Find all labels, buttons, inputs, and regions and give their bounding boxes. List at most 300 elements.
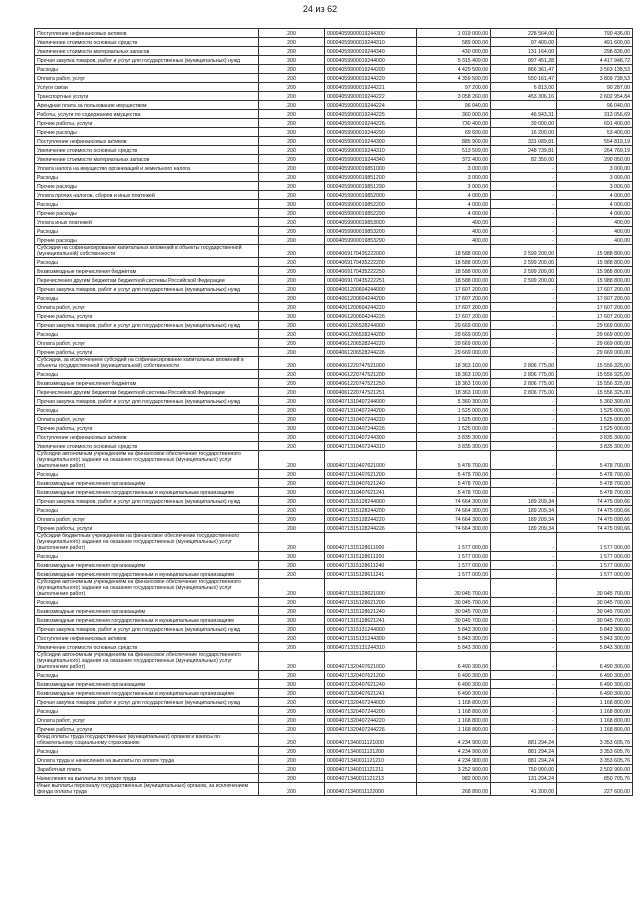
row-budget-code: 00004059900019852000	[325, 191, 417, 200]
row-executed-amount: -	[491, 570, 557, 579]
row-budget-code: 00004059900019851200	[325, 173, 417, 182]
row-executed-amount: 2 599 200,00	[491, 267, 557, 276]
row-budget-code: 00004071315128611241	[325, 570, 417, 579]
row-budget-code: 00004071320407621000	[325, 652, 417, 671]
row-executed-amount: -	[491, 451, 557, 470]
row-line-code: 200	[259, 155, 325, 164]
table-row	[35, 379, 633, 388]
row-line-code: 200	[259, 406, 325, 415]
row-approved-amount: 5 843 300,00	[417, 643, 491, 652]
table-row	[35, 783, 633, 796]
row-unexecuted-amount: 5 478 700,00	[557, 479, 633, 488]
row-budget-code: 00004059900019244200	[325, 65, 417, 74]
row-line-code: 200	[259, 671, 325, 680]
row-unexecuted-amount: 17 607 200,00	[557, 312, 633, 321]
row-line-code: 200	[259, 451, 325, 470]
table-row	[35, 65, 633, 74]
row-name: Прочая закупка товаров, работ и услуг для государственных (муниципальных) нужд	[35, 497, 259, 506]
table-row	[35, 330, 633, 339]
row-unexecuted-amount: 15 988 800,00	[557, 276, 633, 285]
row-approved-amount: 3 252 900,00	[417, 765, 491, 774]
row-line-code: 200	[259, 698, 325, 707]
row-budget-code: 00004071310407621000	[325, 451, 417, 470]
row-budget-code: 00004071310407244226	[325, 424, 417, 433]
row-executed-amount: -	[491, 415, 557, 424]
row-unexecuted-amount: 1 168 800,00	[557, 698, 633, 707]
row-unexecuted-amount: 30 045 700,00	[557, 579, 633, 598]
row-unexecuted-amount: 1 168 800,00	[557, 707, 633, 716]
row-unexecuted-amount: 30 045 700,00	[557, 598, 633, 607]
row-line-code: 200	[259, 680, 325, 689]
row-unexecuted-amount: 17 607 200,00	[557, 294, 633, 303]
row-executed-amount: -	[491, 218, 557, 227]
row-budget-code: 00004071310407621241	[325, 488, 417, 497]
table-row	[35, 765, 633, 774]
row-name: Безвозмездные перечисления организациям	[35, 680, 259, 689]
row-unexecuted-amount: 400,00	[557, 227, 633, 236]
row-line-code: 200	[259, 29, 325, 38]
row-unexecuted-amount: 3 835 300,00	[557, 442, 633, 451]
row-approved-amount: 1 577 000,00	[417, 552, 491, 561]
row-unexecuted-amount: 29 669 000,00	[557, 348, 633, 357]
row-name: Увеличение стоимости основных средств	[35, 643, 259, 652]
row-budget-code: 00004059900019244220	[325, 74, 417, 83]
row-approved-amount: 6 490 300,00	[417, 671, 491, 680]
row-unexecuted-amount: 5 360 300,00	[557, 397, 633, 406]
row-name: Прочие расходы	[35, 236, 259, 245]
row-name: Уплата налога на имущество организаций и земельного налога	[35, 164, 259, 173]
row-name: Прочая закупка товаров, работ и услуг для государственных (муниципальных) нужд	[35, 56, 259, 65]
row-budget-code: 00004059900019852200	[325, 200, 417, 209]
row-executed-amount: 189 209,34	[491, 506, 557, 515]
row-executed-amount: -	[491, 671, 557, 680]
row-unexecuted-amount: 264 769,19	[557, 146, 633, 155]
row-line-code: 200	[259, 236, 325, 245]
row-budget-code: 00004071315128244000	[325, 497, 417, 506]
row-unexecuted-amount: 1 577 000,00	[557, 561, 633, 570]
row-approved-amount: 5 478 700,00	[417, 470, 491, 479]
row-executed-amount: 189 209,34	[491, 515, 557, 524]
row-name: Оплата работ, услуг	[35, 515, 259, 524]
table-row	[35, 146, 633, 155]
row-approved-amount: 1 577 000,00	[417, 533, 491, 552]
row-budget-code: 00004059900019853200	[325, 227, 417, 236]
row-executed-amount: -	[491, 634, 557, 643]
row-executed-amount: -	[491, 330, 557, 339]
table-row	[35, 524, 633, 533]
row-unexecuted-amount: 691 400,00	[557, 119, 633, 128]
row-line-code: 200	[259, 643, 325, 652]
row-executed-amount: 228 564,00	[491, 29, 557, 38]
row-approved-amount: 3 058 260,00	[417, 92, 491, 101]
row-executed-amount: 897 451,28	[491, 56, 557, 65]
row-line-code: 200	[259, 488, 325, 497]
row-budget-code: 00004071310407244310	[325, 442, 417, 451]
row-budget-code: 00004059900019244224	[325, 101, 417, 110]
row-executed-amount: -	[491, 339, 557, 348]
row-executed-amount: 550 161,47	[491, 74, 557, 83]
row-executed-amount: -	[491, 488, 557, 497]
table-row	[35, 625, 633, 634]
row-executed-amount: -	[491, 533, 557, 552]
row-line-code: 200	[259, 83, 325, 92]
row-approved-amount: 18 588 000,00	[417, 267, 491, 276]
table-row	[35, 47, 633, 56]
table-row	[35, 479, 633, 488]
row-name: Увеличение стоимости основных средств	[35, 38, 259, 47]
row-approved-amount: 400,00	[417, 227, 491, 236]
row-budget-code: 00004059900019244226	[325, 119, 417, 128]
row-line-code: 200	[259, 101, 325, 110]
row-unexecuted-amount: 3 809 738,53	[557, 74, 633, 83]
row-budget-code: 00004059900019244310	[325, 38, 417, 47]
row-name: Безвозмездные перечисления бюджетам	[35, 379, 259, 388]
row-approved-amount: 5 478 700,00	[417, 488, 491, 497]
row-line-code: 200	[259, 388, 325, 397]
row-unexecuted-amount: 491 600,00	[557, 38, 633, 47]
row-unexecuted-amount: 5 843 300,00	[557, 625, 633, 634]
row-budget-code: 00004071315128621241	[325, 616, 417, 625]
row-approved-amount: 69 600,00	[417, 128, 491, 137]
row-line-code: 200	[259, 433, 325, 442]
row-unexecuted-amount: 1 577 000,00	[557, 533, 633, 552]
row-executed-amount: 750 000,00	[491, 765, 557, 774]
row-executed-amount	[491, 101, 557, 110]
row-executed-amount: 248 739,81	[491, 146, 557, 155]
row-line-code: 200	[259, 312, 325, 321]
row-name: Заработная плата	[35, 765, 259, 774]
row-line-code: 200	[259, 524, 325, 533]
row-line-code: 200	[259, 303, 325, 312]
row-executed-amount: 2 806 775,00	[491, 379, 557, 388]
table-row	[35, 182, 633, 191]
table-row	[35, 101, 633, 110]
row-budget-code: 00004061220747521250	[325, 379, 417, 388]
row-unexecuted-amount: 3 563 138,53	[557, 65, 633, 74]
row-budget-code: 00004071315128244220	[325, 515, 417, 524]
row-line-code: 200	[259, 652, 325, 671]
row-unexecuted-amount: 53 400,00	[557, 128, 633, 137]
row-budget-code: 00004059900019851000	[325, 164, 417, 173]
row-approved-amount: 4 000,00	[417, 209, 491, 218]
row-executed-amount: 97 400,00	[491, 38, 557, 47]
row-approved-amount: 30 045 700,00	[417, 616, 491, 625]
row-name: Поступление нефинансовых активов	[35, 634, 259, 643]
row-executed-amount: -	[491, 397, 557, 406]
table-row	[35, 236, 633, 245]
row-name: Расходы	[35, 470, 259, 479]
row-name: Перечисления другим бюджетам бюджетной системы Российской Федерации	[35, 388, 259, 397]
row-name: Расходы	[35, 200, 259, 209]
row-approved-amount: 3 000,00	[417, 164, 491, 173]
row-budget-code: 00004071320407621241	[325, 689, 417, 698]
row-approved-amount: 29 669 000,00	[417, 348, 491, 357]
row-executed-amount: -	[491, 236, 557, 245]
row-name: Увеличение стоимости основных средств	[35, 442, 259, 451]
row-budget-code: 00004061206528244000	[325, 321, 417, 330]
row-budget-code: 00004059900019244222	[325, 92, 417, 101]
row-approved-amount: 885 909,00	[417, 137, 491, 146]
row-executed-amount: 189 209,34	[491, 524, 557, 533]
page-number: 24 из 62	[302, 4, 338, 14]
table-row	[35, 506, 633, 515]
row-executed-amount: 2 599 200,00	[491, 258, 557, 267]
row-approved-amount: 3 835 300,00	[417, 442, 491, 451]
table-body	[35, 29, 633, 796]
row-name: Расходы	[35, 707, 259, 716]
table-row	[35, 388, 633, 397]
row-budget-code: 00004071340011121200	[325, 747, 417, 756]
row-budget-code: 00004071315128611200	[325, 552, 417, 561]
row-name: Поступление нефинансовых активов	[35, 29, 259, 38]
row-line-code: 200	[259, 92, 325, 101]
row-name: Оплата работ, услуг	[35, 303, 259, 312]
row-name: Оплата работ, услуг	[35, 74, 259, 83]
row-line-code: 200	[259, 38, 325, 47]
row-approved-amount: 1 019 000,00	[417, 29, 491, 38]
row-name: Транспортные услуги	[35, 92, 259, 101]
row-executed-amount: -	[491, 303, 557, 312]
row-name: Расходы	[35, 258, 259, 267]
row-approved-amount: 1 168 800,00	[417, 698, 491, 707]
row-budget-code: 00004059900019244290	[325, 128, 417, 137]
row-unexecuted-amount: 298 836,00	[557, 47, 633, 56]
row-unexecuted-amount: 5 478 700,00	[557, 451, 633, 470]
row-name: Расходы	[35, 747, 259, 756]
row-approved-amount: 4 234 900,00	[417, 756, 491, 765]
row-budget-code: 00004071320407244200	[325, 707, 417, 716]
row-line-code: 200	[259, 470, 325, 479]
row-name: Безвозмездные перечисления бюджетам	[35, 267, 259, 276]
row-line-code: 200	[259, 200, 325, 209]
table-row	[35, 29, 633, 38]
row-approved-amount: 430 000,00	[417, 47, 491, 56]
row-approved-amount: 4 234 900,00	[417, 734, 491, 747]
row-line-code: 200	[259, 533, 325, 552]
row-approved-amount: 1 577 000,00	[417, 561, 491, 570]
row-budget-code: 00004071315128621200	[325, 598, 417, 607]
row-name: Расходы	[35, 173, 259, 182]
row-executed-amount: -	[491, 321, 557, 330]
row-budget-code: 00004059900019851290	[325, 182, 417, 191]
table-row	[35, 579, 633, 598]
row-executed-amount: -	[491, 625, 557, 634]
row-line-code: 200	[259, 285, 325, 294]
row-name: Начисления на выплаты по оплате труда	[35, 774, 259, 783]
row-unexecuted-amount: 29 669 000,00	[557, 339, 633, 348]
row-approved-amount: 18 588 000,00	[417, 276, 491, 285]
row-approved-amount: 18 363 100,00	[417, 357, 491, 370]
row-budget-code: 00004059900019852290	[325, 209, 417, 218]
row-unexecuted-amount: 1 525 000,00	[557, 424, 633, 433]
row-line-code: 200	[259, 607, 325, 616]
row-executed-amount: -	[491, 285, 557, 294]
row-line-code: 200	[259, 734, 325, 747]
row-unexecuted-amount: 3 353 605,76	[557, 734, 633, 747]
row-approved-amount: 29 669 000,00	[417, 321, 491, 330]
row-budget-code: 00004059900019244225	[325, 110, 417, 119]
row-unexecuted-amount: 4 000,00	[557, 200, 633, 209]
row-unexecuted-amount: 15 988 800,00	[557, 258, 633, 267]
table-row	[35, 128, 633, 137]
row-name: Прочие расходы	[35, 128, 259, 137]
row-budget-code: 00004071315128621240	[325, 607, 417, 616]
row-budget-code: 00004071315128611000	[325, 533, 417, 552]
row-executed-amount: 866 361,47	[491, 65, 557, 74]
row-name: Увеличение стоимости материальных запасов	[35, 155, 259, 164]
row-line-code: 200	[259, 625, 325, 634]
row-unexecuted-amount: 15 556 325,00	[557, 388, 633, 397]
row-unexecuted-amount: 3 000,00	[557, 182, 633, 191]
budget-execution-table	[34, 28, 633, 796]
row-executed-amount: 16 200,00	[491, 128, 557, 137]
row-unexecuted-amount: 4 000,00	[557, 191, 633, 200]
row-line-code: 200	[259, 756, 325, 765]
row-executed-amount: 2 806 775,00	[491, 388, 557, 397]
row-unexecuted-amount: 1 168 800,00	[557, 725, 633, 734]
row-unexecuted-amount: 3 000,00	[557, 173, 633, 182]
row-name: Перечисления другим бюджетам бюджетной системы Российской Федерации	[35, 276, 259, 285]
row-approved-amount: 400,00	[417, 218, 491, 227]
row-unexecuted-amount: 227 600,00	[557, 783, 633, 796]
row-budget-code: 00004071315128621000	[325, 579, 417, 598]
table-row	[35, 227, 633, 236]
table-row	[35, 285, 633, 294]
row-line-code: 200	[259, 689, 325, 698]
row-line-code: 200	[259, 707, 325, 716]
row-approved-amount: 5 360 300,00	[417, 397, 491, 406]
table-row	[35, 488, 633, 497]
row-line-code: 200	[259, 570, 325, 579]
row-approved-amount: 18 588 000,00	[417, 258, 491, 267]
row-budget-code: 00004071320407244000	[325, 698, 417, 707]
row-unexecuted-amount: 5 843 300,00	[557, 634, 633, 643]
table-row	[35, 370, 633, 379]
row-executed-amount: 41 200,00	[491, 783, 557, 796]
row-line-code: 200	[259, 47, 325, 56]
row-approved-amount: 18 588 000,00	[417, 245, 491, 258]
table-row	[35, 607, 633, 616]
row-name: Безвозмездные перечисления организациям	[35, 607, 259, 616]
row-line-code: 200	[259, 110, 325, 119]
row-executed-amount: 881 294,24	[491, 756, 557, 765]
row-name: Прочие работы, услуги	[35, 119, 259, 128]
row-executed-amount: -	[491, 579, 557, 598]
row-approved-amount: 74 664 300,00	[417, 497, 491, 506]
table-row	[35, 734, 633, 747]
row-budget-code: 00004059900019244310	[325, 146, 417, 155]
row-budget-code: 00004061220747521000	[325, 357, 417, 370]
row-name: Увеличение стоимости основных средств	[35, 146, 259, 155]
row-approved-amount: 3 000,00	[417, 182, 491, 191]
row-line-code: 200	[259, 424, 325, 433]
row-unexecuted-amount: 17 607 200,00	[557, 303, 633, 312]
row-approved-amount: 372 400,00	[417, 155, 491, 164]
table-row	[35, 433, 633, 442]
row-unexecuted-amount: 74 475 090,66	[557, 524, 633, 533]
row-budget-code: 00004069170435222251	[325, 276, 417, 285]
row-executed-amount: 82 350,00	[491, 155, 557, 164]
table-row	[35, 200, 633, 209]
row-approved-amount: 5 843 300,00	[417, 625, 491, 634]
table-row	[35, 652, 633, 671]
row-line-code: 200	[259, 598, 325, 607]
row-executed-amount: 453 306,16	[491, 92, 557, 101]
row-unexecuted-amount: 400,00	[557, 236, 633, 245]
row-name: Расходы	[35, 406, 259, 415]
row-executed-amount: 331 089,81	[491, 137, 557, 146]
row-executed-amount: 131 294,24	[491, 774, 557, 783]
row-executed-amount: -	[491, 312, 557, 321]
table-row	[35, 164, 633, 173]
row-approved-amount: 400,00	[417, 236, 491, 245]
table-row	[35, 707, 633, 716]
row-name: Расходы	[35, 370, 259, 379]
table-row	[35, 725, 633, 734]
row-name: Безвозмездные перечисления организациям	[35, 561, 259, 570]
row-line-code: 200	[259, 357, 325, 370]
row-unexecuted-amount: 74 475 090,66	[557, 515, 633, 524]
row-name: Расходы	[35, 552, 259, 561]
row-name: Безвозмездные перечисления государственным и муниципальным организациям	[35, 570, 259, 579]
table-row	[35, 303, 633, 312]
row-line-code: 200	[259, 348, 325, 357]
row-unexecuted-amount: 1 577 000,00	[557, 570, 633, 579]
table-row	[35, 424, 633, 433]
table-row	[35, 533, 633, 552]
row-name: Оплата работ, услуг	[35, 716, 259, 725]
row-approved-amount: 268 800,00	[417, 783, 491, 796]
row-unexecuted-amount: 1 168 800,00	[557, 716, 633, 725]
row-name: Прочая закупка товаров, работ и услуг для государственных (муниципальных) нужд	[35, 698, 259, 707]
row-name: Прочие расходы	[35, 209, 259, 218]
row-unexecuted-amount: 5 478 700,00	[557, 470, 633, 479]
row-approved-amount: 5 315 409,00	[417, 56, 491, 65]
row-name: Прочая закупка товаров, работ и услуг для государственных (муниципальных) нужд	[35, 285, 259, 294]
row-budget-code: 00004071310407244000	[325, 397, 417, 406]
row-approved-amount: 74 664 300,00	[417, 524, 491, 533]
row-budget-code: 00004071340011121213	[325, 774, 417, 783]
row-approved-amount: 4 429 500,00	[417, 65, 491, 74]
row-unexecuted-amount: 74 475 090,66	[557, 506, 633, 515]
row-budget-code: 00004061200604244000	[325, 285, 417, 294]
row-name: Расходы	[35, 598, 259, 607]
row-executed-amount: -	[491, 707, 557, 716]
row-approved-amount: 96 040,00	[417, 101, 491, 110]
row-line-code: 200	[259, 774, 325, 783]
table-row	[35, 83, 633, 92]
row-unexecuted-amount: 3 353 605,76	[557, 756, 633, 765]
table-row	[35, 561, 633, 570]
row-budget-code: 00004059900019244221	[325, 83, 417, 92]
row-approved-amount: 30 045 700,00	[417, 579, 491, 598]
row-executed-amount: -	[491, 725, 557, 734]
row-line-code: 200	[259, 397, 325, 406]
row-line-code: 200	[259, 173, 325, 182]
row-executed-amount: -	[491, 607, 557, 616]
row-name: Прочие работы, услуги	[35, 725, 259, 734]
row-name: Субсидии автономным учреждениям на финансовое обеспечение государственного (муниципального) задания на оказание государственных (муниципальных) услуг (выполнение работ)	[35, 652, 259, 671]
row-executed-amount: -	[491, 652, 557, 671]
row-approved-amount: 30 045 700,00	[417, 607, 491, 616]
row-name: Услуги связи	[35, 83, 259, 92]
table-row	[35, 348, 633, 357]
row-unexecuted-amount: 850 705,76	[557, 774, 633, 783]
row-executed-amount: -	[491, 470, 557, 479]
row-unexecuted-amount: 790 436,00	[557, 29, 633, 38]
row-name: Субсидии, за исключением субсидий на софинансирование капитальных вложений в объекты государственной (муниципальной) собственности	[35, 357, 259, 370]
row-unexecuted-amount: 74 475 090,66	[557, 497, 633, 506]
